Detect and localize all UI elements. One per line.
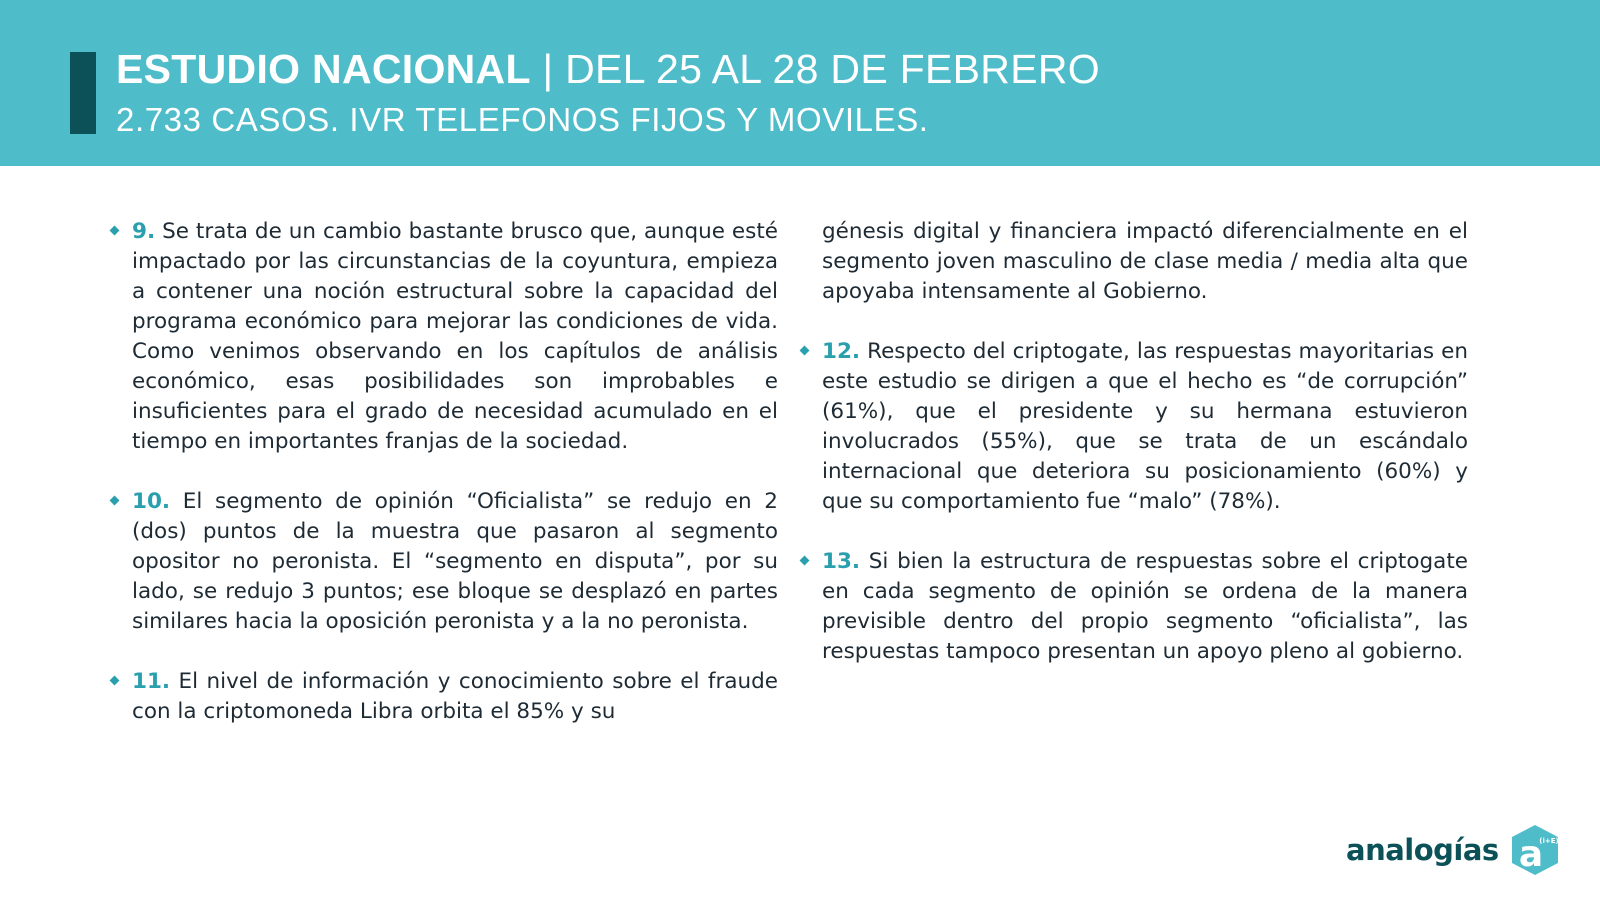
logo-mark-letter: a [1518, 834, 1543, 875]
analogias-logo [1346, 822, 1563, 878]
finding-item-11-continuation [822, 217, 1468, 307]
finding-text: El segmento de opinión “Oficialista” se redujo en 2 (dos) puntos de la muestra que pasaron al segmento opositor no peronista. El “segmento en disputa”, por su lado, se redujo 3 puntos; ese bloque se desplazó en partes similares hacia la oposición peronista y a la no peronista. [132, 489, 778, 634]
title-bold: ESTUDIO NACIONAL [116, 46, 531, 92]
page-subtitle: 2.733 CASOS. IVR TELEFONOS FIJOS Y MOVILES. [116, 101, 929, 138]
finding-number: 10. [132, 489, 171, 514]
right-column [822, 217, 1468, 697]
finding-item-13 [822, 547, 1468, 667]
finding-text: Si bien la estructura de respuestas sobre el criptogate en cada segmento de opinión se ordena de la manera previsible dentro del propio segmento “oficialista”, las respuestas tampoco presentan un apoyo pleno al gobierno. [822, 549, 1468, 664]
finding-item-12 [822, 337, 1468, 517]
finding-number: 9. [132, 219, 156, 244]
title-dates: | DEL 25 AL 28 DE FEBRERO [530, 46, 1100, 92]
finding-item-11 [132, 667, 778, 727]
finding-number: 11. [132, 669, 171, 694]
bullet-diamond-icon [110, 226, 120, 236]
finding-number: 13. [822, 549, 861, 574]
bullet-diamond-icon [800, 556, 810, 566]
header-banner [0, 0, 1600, 166]
left-column [132, 217, 778, 757]
finding-text: Respecto del criptogate, las respuestas mayoritarias en este estudio se dirigen a que el hecho es “de corrupción” (61%), que el presidente y su hermana estuvieron involucrados (55%), que se trata de un escándalo internacional que deteriora su posicionamiento (60%) y que su comportamiento fue “malo” (78%). [822, 339, 1468, 514]
finding-item-9 [132, 217, 778, 457]
hexagon-logo-icon [1507, 822, 1563, 878]
bullet-diamond-icon [800, 346, 810, 356]
finding-number: 12. [822, 339, 861, 364]
finding-item-10 [132, 487, 778, 637]
bullet-diamond-icon [110, 676, 120, 686]
logo-wordmark: analogías [1346, 833, 1499, 867]
logo-mark-superscript: (i+E) [1538, 837, 1559, 845]
finding-text: génesis digital y financiera impactó diferencialmente en el segmento joven masculino de clase media / media alta que apoyaba intensamente al Gobierno. [822, 219, 1468, 304]
bullet-diamond-icon [110, 496, 120, 506]
page-title [116, 44, 1100, 94]
finding-text: Se trata de un cambio bastante brusco que, aunque esté impactado por las circunstancias de la coyuntura, empieza a contener una noción estructural sobre la capacidad del programa económico para mejorar las condiciones de vida. Como venimos observando en los capítulos de análisis económico, esas posibilidades son improbables e insuficientes para el grado de necesidad acumulado en el tiempo en importantes franjas de la sociedad. [132, 219, 778, 454]
header-accent-bar [70, 52, 96, 134]
finding-text: El nivel de información y conocimiento sobre el fraude con la criptomoneda Libra orbita el 85% y su [132, 669, 779, 724]
